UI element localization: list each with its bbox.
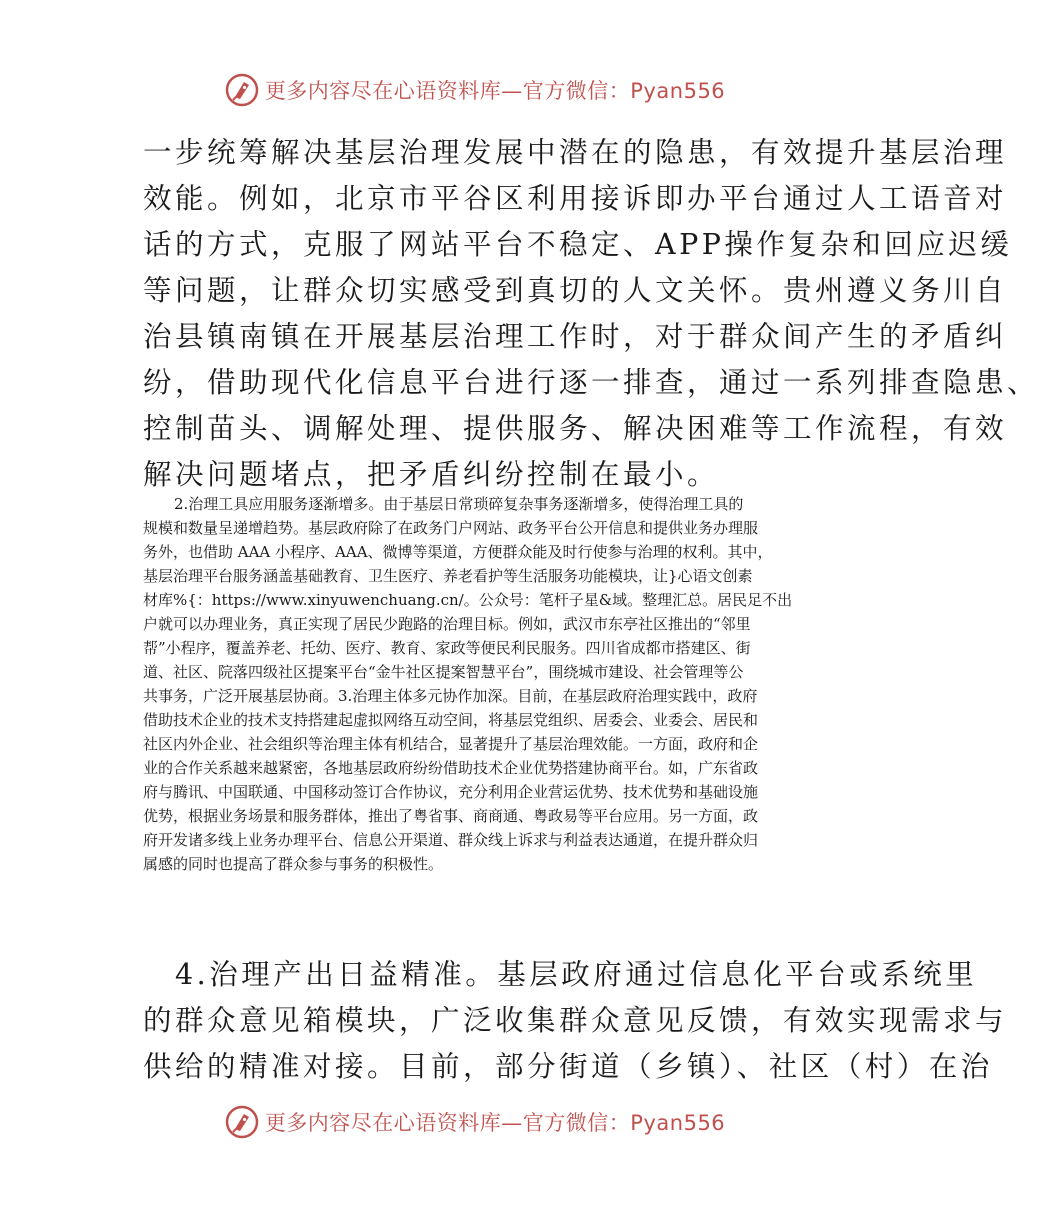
- text-line: 纷，借助现代化信息平台进行逐一排查，通过一系列排查隐患、: [143, 366, 1039, 399]
- text-line: 一步统筹解决基层治理发展中潜在的隐患，有效提升基层治理: [143, 136, 1008, 169]
- text-line: 话的方式，克服了网站平台不稳定、APP操作复杂和回应迟缓: [143, 228, 1013, 261]
- text-line: 借助技术企业的技术支持搭建起虚拟网络互动空间，将基层党组织、居委会、业委会、居民和: [143, 711, 759, 729]
- text-line: 解决问题堵点，把矛盾纠纷控制在最小。: [143, 458, 720, 491]
- text-line: 务外，也借助 AAA 小程序、AAA、微博等渠道，方便群众能及时行使参与治理的权利。其中，: [143, 543, 773, 561]
- text-line: 府开发诸多线上业务办理平台、信息公开渠道、群众线上诉求与利益表达通道，在提升群众归: [143, 831, 759, 849]
- paragraph-3: [143, 952, 1008, 1090]
- text-line: 优势，根据业务场景和服务群体，推出了粤省事、商商通、粤政易等平台应用。另一方面，政: [143, 807, 759, 825]
- header-banner: [0, 70, 950, 110]
- pen-nib-logo-icon: [225, 73, 259, 107]
- text-line: 材库%{：https://www.xinyuwenchuang.cn/。公众号：笔杆子星&域。整理汇总。居民足不出: [143, 591, 793, 609]
- paragraph-2: [143, 492, 815, 876]
- footer-banner-text: 更多内容尽在心语资料库—官方微信：Pyan556: [264, 1111, 726, 1135]
- text-line: 户就可以办理业务，真正实现了居民少跑路的治理目标。例如，武汉市东亭社区推出的“邻里: [143, 615, 751, 633]
- text-line: 社区内外企业、社会组织等治理主体有机结合，显著提升了基层治理效能。一方面，政府和企: [143, 735, 759, 753]
- text-line: 帮”小程序，覆盖养老、托幼、医疗、教育、家政等便民利民服务。四川省成都市搭建区、街: [143, 639, 751, 657]
- text-line: 供给的精准对接。目前，部分街道（乡镇）、社区（村）在治: [143, 1050, 993, 1083]
- text-line: 2.治理工具应用服务逐渐增多。由于基层日常琐碎复杂事务逐渐增多，使得治理工具的: [174, 495, 744, 513]
- text-line: 治县镇南镇在开展基层治理工作时，对于群众间产生的矛盾纠: [143, 320, 1008, 353]
- text-line: 控制苗头、调解处理、提供服务、解决困难等工作流程，有效: [143, 412, 1008, 445]
- text-line: 4.治理产出日益精准。基层政府通过信息化平台或系统里: [143, 958, 978, 991]
- text-line: 府与腾讯、中国联通、中国移动签订合作协议，充分利用企业营运优势、技术优势和基础设施: [143, 783, 759, 801]
- header-banner-text: 更多内容尽在心语资料库—官方微信：Pyan556: [264, 79, 726, 103]
- text-line: 的群众意见箱模块，广泛收集群众意见反馈，有效实现需求与: [143, 1004, 1008, 1037]
- paragraph-1: [143, 130, 1039, 498]
- text-line: 业的合作关系越来越紧密，各地基层政府纷纷借助技术企业优势搭建协商平台。如，广东省政: [143, 759, 759, 777]
- text-line: 规模和数量呈递增趋势。基层政府除了在政务门户网站、政务平台公开信息和提供业务办理服: [143, 519, 759, 537]
- text-line: 属感的同时也提高了群众参与事务的积极性。: [143, 855, 444, 873]
- text-line: 基层治理平台服务涵盖基础教育、卫生医疗、养老看护等生活服务功能模块，让}心语文创素: [143, 567, 753, 585]
- pen-nib-logo-icon: [225, 1105, 259, 1139]
- text-line: 共事务，广泛开展基层协商。3.治理主体多元协作加深。目前，在基层政府治理实践中，政府: [143, 687, 758, 705]
- footer-banner: [0, 1102, 950, 1142]
- text-line: 等问题，让群众切实感受到真切的人文关怀。贵州遵义务川自: [143, 274, 1008, 307]
- text-line: 效能。例如，北京市平谷区利用接诉即办平台通过人工语音对: [143, 182, 1008, 215]
- text-line: 道、社区、院落四级社区提案平台“金牛社区提案智慧平台”，围绕城市建设、社会管理等公: [143, 663, 744, 681]
